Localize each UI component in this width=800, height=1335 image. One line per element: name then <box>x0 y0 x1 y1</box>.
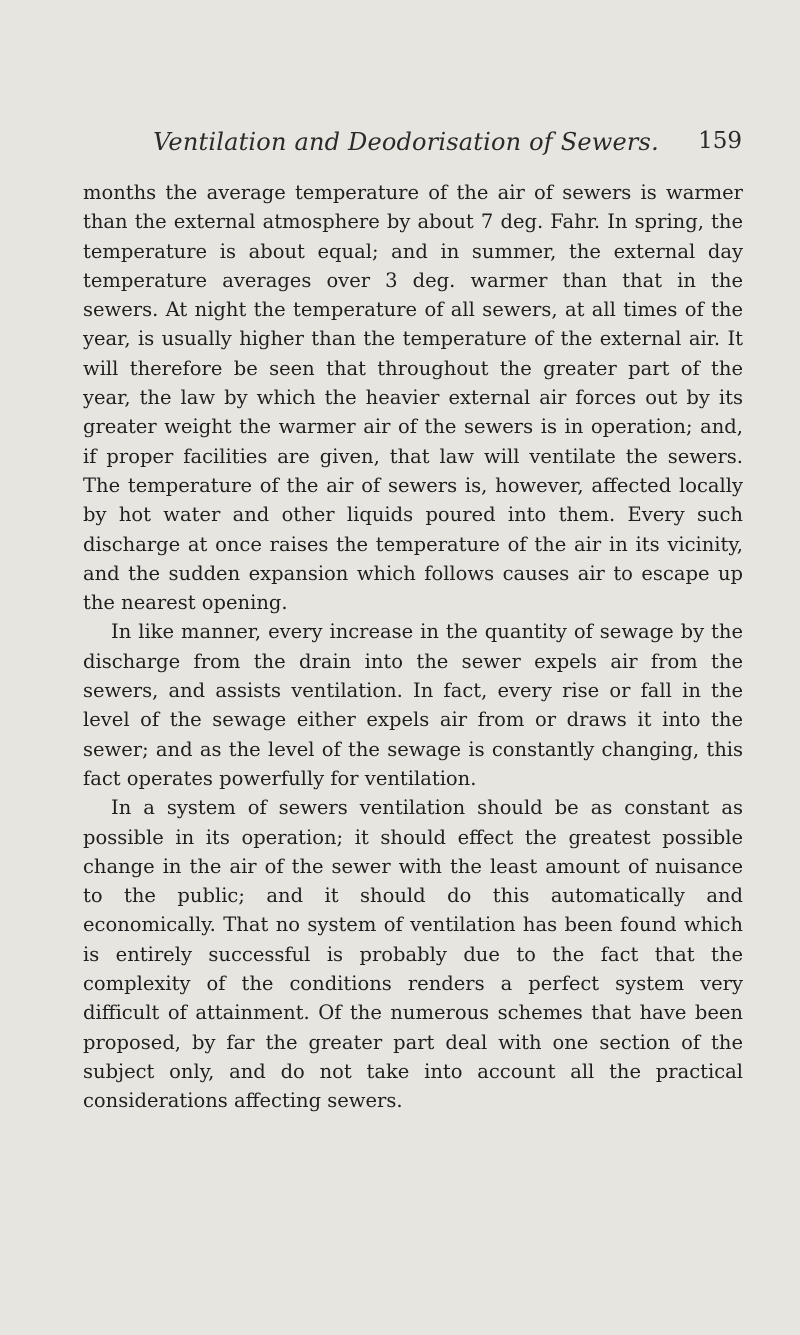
paragraph-ventilation-system: In a system of sewers ventilation should be as constant as possible in its operation; it should effect the greatest possible change in the air of the sewer with the least amount of nuisance to the public; and it should do this automatically and economically. That no system of ventilation has been found which is entirely successful is probably due to the fact that the complexity of the conditions renders a perfect system very difficult of attainment. Of the numerous schemes that have been proposed, by far the greater part deal with one section of the subject only, and do not take into account all the practical considerations affecting sewers. <box>83 796 743 1113</box>
running-title: Ventilation and Deodorisation of Sewers. <box>153 128 659 156</box>
body-text <box>83 178 743 1116</box>
paragraph-sewage-level: In like manner, every increase in the quantity of sewage by the discharge from the drain into the sewer expels air from the sewers, and assists ventilation. In fact, every rise or fall in the level of the sewage either expels air from or draws it into the sewer; and as the level of the sewage is constantly changing, this fact operates powerfully for ventilation. <box>83 620 743 790</box>
paragraph-continuation: months the average temperature of the air of sewers is warmer than the external atmosphere by about 7 deg. Fahr. In spring, the temperature is about equal; and in summer, the external day temperature averages over 3 deg. warmer than that in the sewers. At night the temperature of all sewers, at all times of the year, is usually higher than the temperature of the external air. It will therefore be seen that throughout the greater part of the year, the law by which the heavier external air forces out by its greater weight the warmer air of the sewers is in operation; and, if proper facilities are given, that law will ventilate the sewers. The temperature of the air of sewers is, however, affected locally by hot water and other liquids poured into them. Every such discharge at once raises the temperature of the air in its vicinity, and the sudden expansion which follows causes air to escape up the nearest opening. <box>83 181 743 615</box>
running-head <box>120 128 742 158</box>
page-number: 159 <box>698 128 742 154</box>
